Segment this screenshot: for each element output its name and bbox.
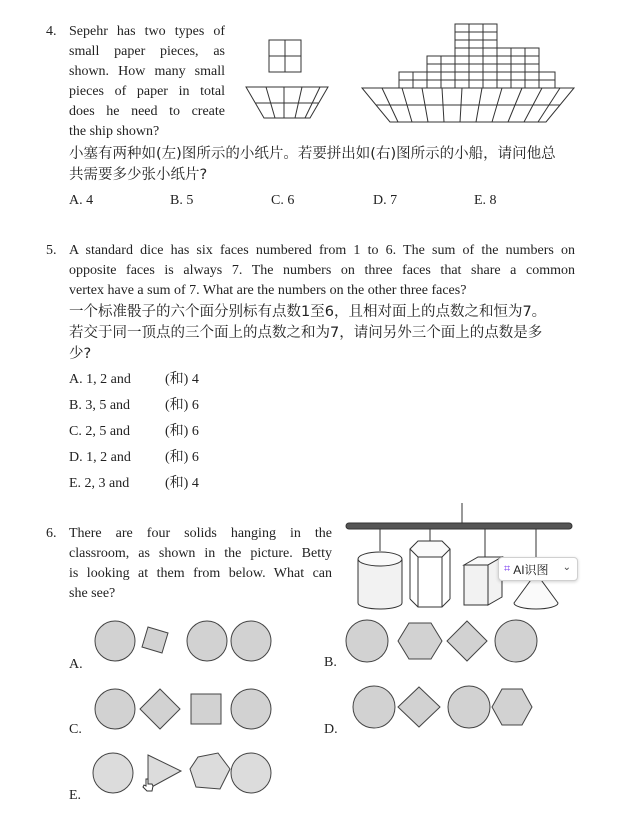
q5-chinese-line-3: 少?	[69, 346, 92, 362]
q5-option-d-suffix: (和) 6	[165, 450, 199, 465]
q5-line-1: A standard dice has six faces numbered from 1 to 6. The sum of the numbers on	[69, 243, 575, 258]
q4-line-5: does he need to create	[69, 104, 225, 119]
q4-option-b: B. 5	[170, 193, 194, 208]
q4-line-2: small paper pieces, as	[69, 44, 225, 59]
q6-option-c-figure	[94, 687, 284, 731]
q5-option-b-suffix: (和) 6	[165, 398, 199, 413]
q6-option-b-figure	[345, 619, 545, 663]
q6-line-4: she see?	[69, 586, 116, 601]
q5-option-e: E. 2, 3 and	[69, 476, 130, 491]
q6-option-c-label: C.	[69, 722, 82, 737]
q6-option-a-figure	[94, 619, 284, 663]
q5-option-a-suffix: (和) 4	[165, 372, 199, 387]
chevron-down-icon[interactable]: ⌄	[562, 562, 571, 573]
q6-line-1: There are four solids hanging in the	[69, 526, 332, 541]
q4-line-4: pieces of paper in total	[69, 84, 225, 99]
q4-option-d: D. 7	[373, 193, 398, 208]
q5-line-2: opposite faces is always 7. The numbers on three faces that share a common	[69, 263, 575, 278]
q4-option-c: C. 6	[271, 193, 295, 208]
q4-ship-figure	[360, 22, 580, 132]
q5-number: 5.	[46, 243, 57, 258]
ai-scan-icon: ⌗	[504, 562, 511, 575]
ai-image-recognition-button[interactable]	[498, 557, 578, 581]
q4-number: 4.	[46, 24, 57, 39]
q5-option-c-suffix: (和) 6	[165, 424, 199, 439]
q6-option-d-figure	[352, 685, 552, 729]
q4-option-e: E. 8	[474, 193, 497, 208]
q5-option-e-suffix: (和) 4	[165, 476, 199, 491]
q4-line-6: the ship shown?	[69, 124, 160, 139]
ai-button-label: AI识图	[513, 562, 549, 577]
q6-option-e-figure	[92, 751, 282, 797]
q6-option-a-label: A.	[69, 657, 83, 672]
q6-line-3: is looking at them from below. What can	[69, 566, 332, 581]
q4-chinese-line-1: 小塞有两种如(左)图所示的小纸片。若要拼出如(右)图所示的小船，请问他总	[69, 146, 556, 162]
hand-cursor-icon	[142, 778, 154, 792]
q6-number: 6.	[46, 526, 57, 541]
q6-line-2: classroom, as shown in the picture. Betty	[69, 546, 332, 561]
q5-option-b: B. 3, 5 and	[69, 398, 131, 413]
q5-chinese-line-2: 若交于同一顶点的三个面上的点数之和为7，请问另外三个面上的点数是多	[69, 325, 543, 341]
q4-line-1: Sepehr has two types of	[69, 24, 225, 39]
q5-option-c: C. 2, 5 and	[69, 424, 131, 439]
q4-option-a: A. 4	[69, 193, 94, 208]
q5-option-a: A. 1, 2 and	[69, 372, 131, 387]
q6-option-e-label: E.	[69, 788, 82, 803]
q5-line-3: vertex have a sum of 7. What are the numbers on the other three faces?	[69, 283, 467, 298]
q5-chinese-line-1: 一个标准骰子的六个面分别标有点数1至6，且相对面上的点数之和恒为7。	[69, 304, 547, 320]
q6-option-d-label: D.	[324, 722, 338, 737]
q6-option-b-label: B.	[324, 655, 337, 670]
q4-pieces-figure	[244, 36, 334, 126]
q4-line-3: shown. How many small	[69, 64, 225, 79]
q4-chinese-line-2: 共需要多少张小纸片?	[69, 167, 208, 183]
q5-option-d: D. 1, 2 and	[69, 450, 131, 465]
